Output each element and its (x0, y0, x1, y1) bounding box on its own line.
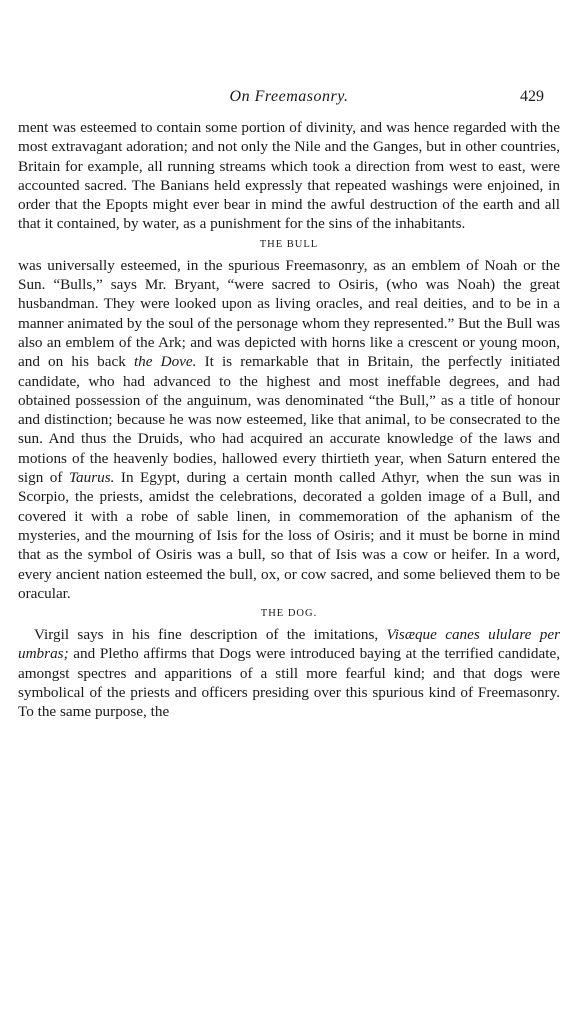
paragraph-bull-italic-taurus: Taurus. (68, 469, 115, 487)
page-number: 429 (520, 88, 544, 105)
paragraph-dog-italic-virgil: Visæque canes ululare per umbras; (18, 626, 560, 663)
book-page (18, 0, 560, 1021)
paragraph-water-text: ment was esteemed to contain some portion of divinity, and was hence regarded with the most extravagant adoration; and not only the Nile and the Ganges, but in other countries, Britain for example, all running streams which took a direction from west to east, were accounted sacred. The Banians held expressly that repeated washings were enjoined, in order that the Epopts might ever bear in mind the awful destruction of the earth and all that it contained, by water, as a punishment for the sins of the inhabitants. (18, 119, 560, 233)
paragraph-bull-text-c: In Egypt, during a certain month called Athyr, when the sun was in Scorpio, the priests, amidst the celebrations, decorated a golden image of a Bull, and covered it with a robe of sable linen, in commemoration of the aphanism of the mysteries, and the mourning of Isis for the loss of Osiris; and it must be borne in mind that as the symbol of Osiris was a bull, so that of Isis was a cow or heifer. In a word, every ancient nation esteemed the bull, ox, or cow sacred, and some believed them to be oracular. (18, 469, 561, 602)
paragraph-bull-text-a: was universally esteemed, in the spurious Freemasonry, as an emblem of Noah or the Sun. “Bulls,” says Mr. Bryant, “were sacred to Osiris, (who was Noah) the great husbandman. They were looked upon as living oracles, and real deities, and to be in a manner animated by the soul of the personage whom they represented.” But the Bull was also an emblem of the Ark; and was depicted with horns like a crescent or young moon, and on his back (18, 256, 560, 371)
section-heading-dog: THE DOG. (260, 608, 318, 620)
paragraph-dog (18, 625, 560, 721)
paragraph-bull (18, 256, 560, 603)
paragraph-bull-italic-dove: the Dove. (133, 353, 197, 371)
paragraph-bull-text-b: It is remarkable that in Britain, the perfectly initiated candidate, who had advanced to the highest and most ineffable degrees, and had obtained possession of the anguinum, was denominated “the Bull,” as a title of honour and distinction; because he was now esteemed, like that animal, to be consecrated to the sun. And thus the Druids, who had acquired an accurate knowledge of the laws and motions of the heavenly bodies, hallowed every thirtieth year, when Saturn entered the sign of (18, 353, 561, 487)
paragraph-water (18, 118, 560, 234)
running-head (18, 88, 560, 108)
running-title: On Freemasonry. (229, 88, 349, 105)
paragraph-dog-text-b: and Pletho affirms that Dogs were introduced baying at the terrified candidate, amongst spectres and apparitions of a still more fearful kind; and that dogs were symbolical of the priests and officers presiding over this spurious kind of Freemasonry. To the same purpose, the (18, 645, 560, 721)
paragraph-dog-text-a: Virgil says in his fine description of the imitations, (34, 626, 387, 644)
body-text (18, 118, 560, 722)
section-heading-bull: THE BULL (259, 238, 319, 250)
